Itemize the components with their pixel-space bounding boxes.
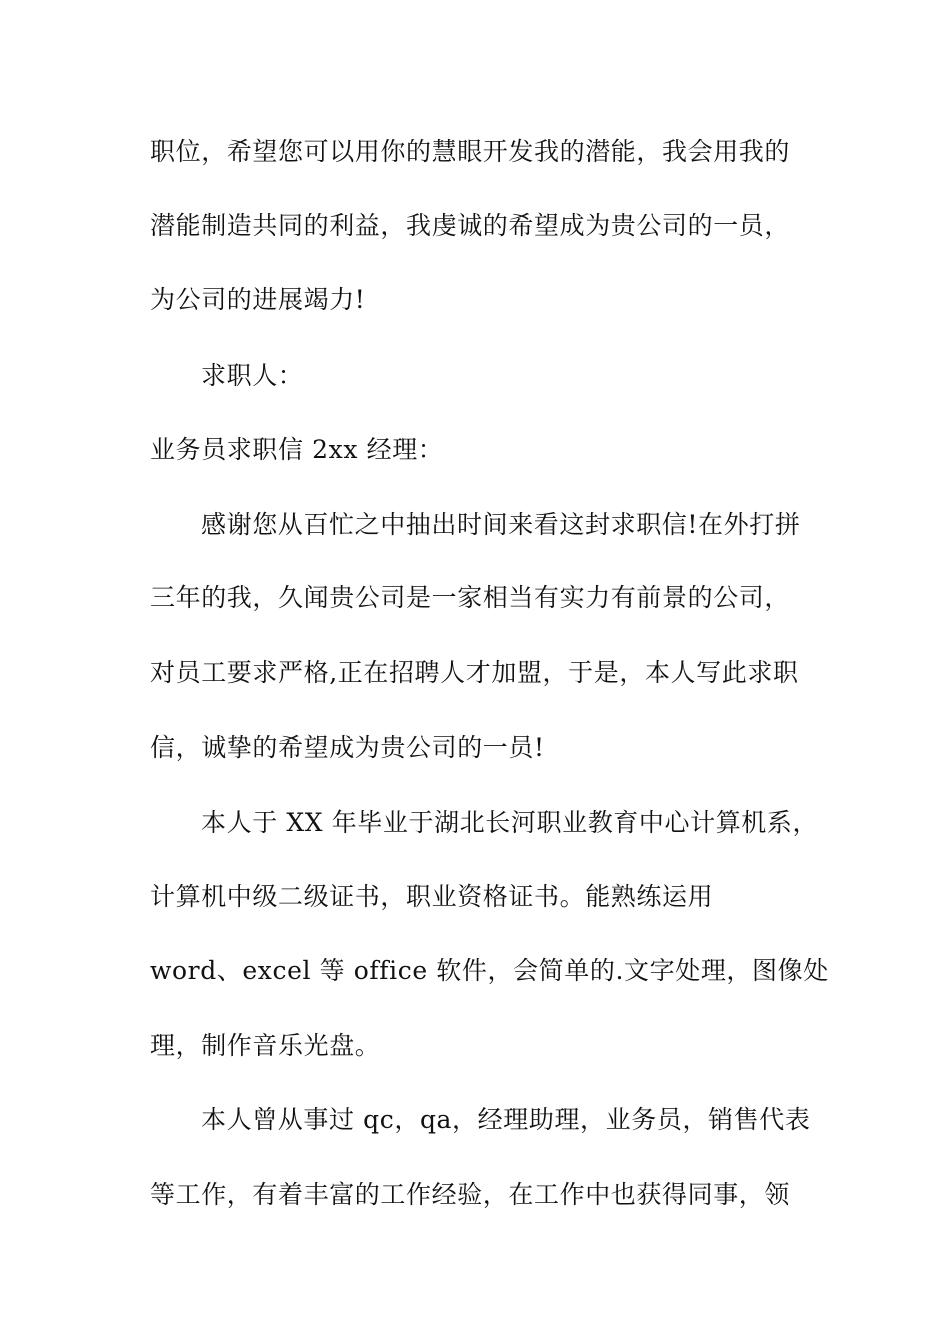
text-line: 职位，希望您可以用你的慧眼开发我的潜能，我会用我的	[150, 137, 791, 166]
letter-heading: 业务员求职信 2xx 经理：	[150, 435, 444, 464]
text-line: 本人曾从事过 qc，qa，经理助理，业务员，销售代表	[201, 1105, 811, 1134]
text-line: 计算机中级二级证书，职业资格证书。能熟练运用	[150, 882, 714, 911]
text-line: word、excel 等 office 软件，会简单的.文字处理，图像处	[150, 956, 829, 985]
text-line: 本人于 XX 年毕业于湖北长河职业教育中心计算机系，	[201, 808, 819, 837]
signature-label: 求职人：	[201, 361, 304, 390]
text-line: 理，制作音乐光盘。	[150, 1031, 381, 1060]
text-line: 信，诚挚的希望成为贵公司的一员!	[150, 733, 545, 762]
text-line: 感谢您从百忙之中抽出时间来看这封求职信!在外打拼	[201, 510, 801, 539]
text-line: 等工作，有着丰富的工作经验，在工作中也获得同事，领	[150, 1180, 791, 1209]
text-line: 对员工要求严格,正在招聘人才加盟，于是，本人写此求职	[150, 658, 799, 687]
text-line: 为公司的进展竭力!	[150, 285, 366, 314]
text-line: 三年的我，久闻贵公司是一家相当有实力有前景的公司，	[150, 583, 791, 612]
text-line: 潜能制造共同的利益，我虔诚的希望成为贵公司的一员，	[150, 211, 791, 240]
